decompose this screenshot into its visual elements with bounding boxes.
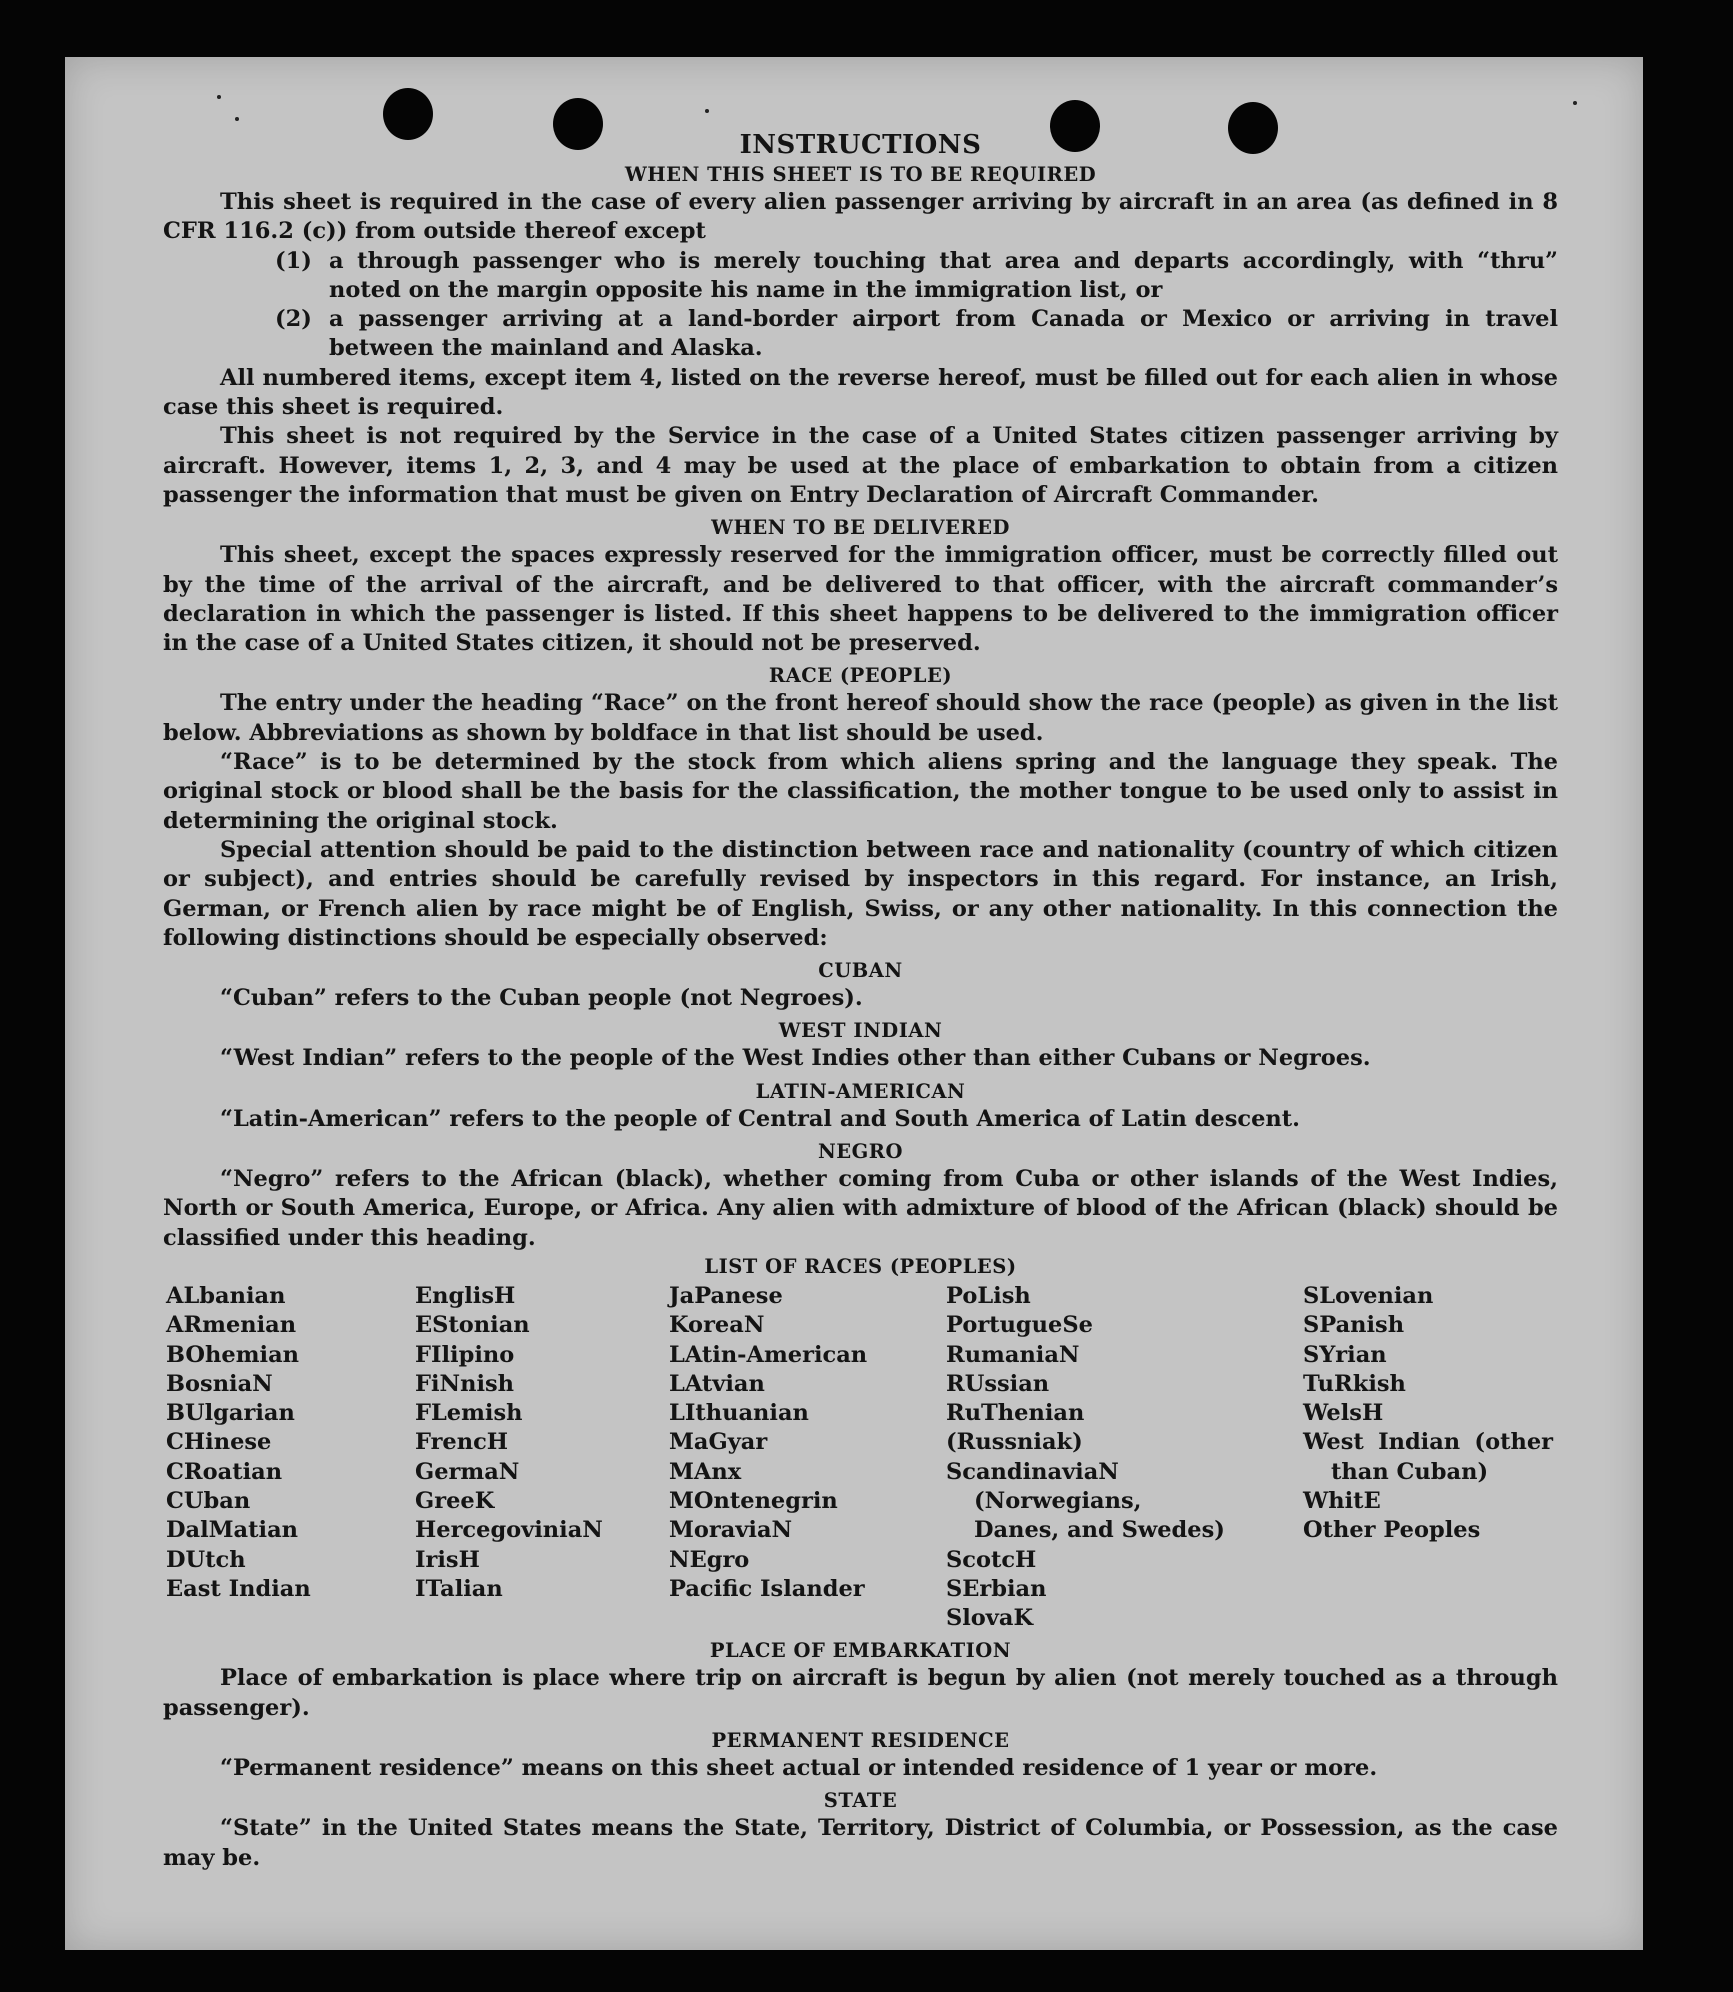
race-entry: West Indian (other than Cuban) — [1303, 1429, 1553, 1485]
race-entry: CRoatian — [166, 1458, 283, 1485]
latin-american-paragraph: “Latin-American” refers to the people of Central and South America of Latin descent. — [220, 1105, 1300, 1132]
race-entry: ALbanian — [166, 1282, 286, 1309]
race-entry: TuRkish — [1303, 1370, 1406, 1397]
required-intro: This sheet is required in the case of every alien passenger arriving by aircraft in an area (as defined in 8 CFR 116.2 (c)) from outside thereof except — [163, 189, 1558, 245]
races-column — [163, 1282, 415, 1634]
ink-speck — [217, 95, 221, 99]
race-entry: FiNnish — [415, 1370, 515, 1397]
race-entry: SLovenian — [1303, 1282, 1434, 1309]
race-entry: ScandinaviaN (Norwegians, Danes, and Swedes) — [946, 1458, 1225, 1544]
required-paragraph: This sheet is not required by the Service in the case of a United States citizen passenger arriving by aircraft. However, items 1, 2, 3, and 4 may be used at the place of embarkation to obtain from a citizen passenger the information that must be given on Entry Declaration of Aircraft Commander. — [163, 423, 1558, 508]
ink-speck — [235, 117, 239, 121]
race-entry: SPanish — [1303, 1312, 1405, 1339]
race-entry: GermaN — [415, 1458, 520, 1485]
races-column — [1303, 1282, 1553, 1634]
race-entry: LAtvian — [669, 1370, 765, 1397]
race-entry: ARmenian — [166, 1312, 297, 1339]
delivered-paragraph: This sheet, except the spaces expressly reserved for the immigration officer, must be correctly filled out by the time of the arrival of the aircraft, and be delivered to that officer, with the aircraft commander’s declaration in which the passenger is listed. If this sheet happens to be delivered to the immigration officer in the case of a United States citizen, it should not be preserved. — [163, 542, 1558, 657]
item-number: (2) — [275, 306, 312, 333]
race-entry: CHinese — [166, 1429, 272, 1456]
race-entry: RUssian — [946, 1370, 1050, 1397]
races-column — [415, 1282, 669, 1634]
cuban-paragraph: “Cuban” refers to the Cuban people (not Negroes). — [220, 985, 863, 1012]
negro-paragraph: “Negro” refers to the African (black), whether coming from Cuba or other islands of the West Indies, North or South America, Europe, or Africa. Any alien with admixture of blood of the African (black) should be classified under this heading. — [163, 1166, 1558, 1251]
race-entry: WhitE — [1303, 1487, 1381, 1514]
race-entry: HercegoviniaN — [415, 1517, 603, 1544]
race-entry: SErbian — [946, 1575, 1047, 1602]
race-entry: MaGyar — [669, 1429, 768, 1456]
heading-negro: NEGRO — [817, 1140, 904, 1164]
race-entry: ScotcH — [946, 1546, 1037, 1573]
ink-speck — [1573, 101, 1577, 105]
race-entry: EnglisH — [415, 1282, 516, 1309]
document-title: INSTRUCTIONS — [739, 130, 982, 160]
item-number: (1) — [275, 247, 312, 274]
race-entry: FIlipino — [415, 1341, 515, 1368]
race-paragraph: The entry under the heading “Race” on the front hereof should show the race (people) as given in the list below. Abbreviations as shown by boldface in that list should be used. — [163, 690, 1558, 746]
race-entry: FrencH — [415, 1429, 509, 1456]
race-entry: BUlgarian — [166, 1400, 295, 1427]
race-entry: East Indian — [166, 1575, 311, 1602]
instructions-content — [163, 129, 1558, 1873]
west-indian-paragraph: “West Indian” refers to the people of the West Indies other than either Cubans or Negroes. — [220, 1045, 1371, 1072]
race-entry: LAtin-American — [669, 1341, 868, 1368]
race-entry: RumaniaN — [946, 1341, 1080, 1368]
race-entry: MAnx — [669, 1458, 742, 1485]
race-entry: MoraviaN — [669, 1517, 793, 1544]
ink-speck — [705, 109, 709, 113]
heading-race: RACE (PEOPLE) — [768, 664, 953, 688]
heading-place-of-embarkation: PLACE OF EMBARKATION — [709, 1639, 1012, 1663]
heading-list-of-races: LIST OF RACES (PEOPLES) — [704, 1254, 1017, 1278]
race-entry: GreeK — [415, 1487, 495, 1514]
race-entry: ITalian — [415, 1575, 503, 1602]
races-column — [946, 1282, 1303, 1634]
heading-when-required: WHEN THIS SHEET IS TO BE REQUIRED — [624, 163, 1097, 186]
heading-when-delivered: WHEN TO BE DELIVERED — [711, 516, 1010, 540]
residence-paragraph: “Permanent residence” means on this sheet actual or intended residence of 1 year or more. — [220, 1755, 1378, 1782]
race-entry: WelsH — [1303, 1400, 1384, 1427]
embarkation-paragraph: Place of embarkation is place where trip on aircraft is begun by alien (not merely touched as a through passenger). — [163, 1665, 1558, 1721]
races-column — [669, 1282, 946, 1634]
race-entry: DUtch — [166, 1546, 246, 1573]
document-sheet — [65, 57, 1643, 1950]
race-entry: LIthuanian — [669, 1400, 809, 1427]
race-entry: BosniaN — [166, 1370, 273, 1397]
state-paragraph: “State” in the United States means the State, Territory, District of Columbia, or Possession, as the case may be. — [163, 1815, 1558, 1871]
race-entry: FLemish — [415, 1400, 523, 1427]
race-paragraph: “Race” is to be determined by the stock from which aliens spring and the language they speak. The original stock or blood shall be the basis for the classification, the mother tongue to be used only to assist in determining the original stock. — [163, 749, 1558, 834]
required-paragraph: All numbered items, except item 4, listed on the reverse hereof, must be filled out for each alien in whose case this sheet is required. — [163, 364, 1558, 421]
race-entry: MOntenegrin — [669, 1487, 838, 1514]
race-entry: IrisH — [415, 1546, 480, 1573]
race-entry: PoLish — [946, 1282, 1031, 1309]
race-entry: KoreaN — [669, 1312, 765, 1339]
heading-cuban: CUBAN — [818, 959, 903, 983]
heading-west-indian: WEST INDIAN — [778, 1019, 943, 1043]
race-entry: DalMatian — [166, 1517, 299, 1544]
heading-permanent-residence: PERMANENT RESIDENCE — [711, 1729, 1010, 1753]
race-entry: SlovaK — [946, 1605, 1034, 1632]
item-text: a through passenger who is merely touching that area and departs accordingly, with “thru” noted on the margin opposite his name in the immigration list, or — [329, 247, 1558, 303]
races-table — [163, 1282, 1558, 1634]
item-text: a passenger arriving at a land-border airport from Canada or Mexico or arriving in travel between the mainland and Alaska. — [329, 306, 1558, 362]
race-entry: BOhemian — [166, 1341, 300, 1368]
race-entry: JaPanese — [669, 1282, 783, 1309]
exception-item — [275, 247, 1558, 306]
race-paragraph: Special attention should be paid to the distinction between race and nationality (country of which citizen or subject), and entries should be carefully revised by inspectors in this regard. For instance, an Irish, German, or French alien by race might be of English, Swiss, or any other nationality. In this connection the following distinctions should be especially observed: — [163, 836, 1558, 951]
race-entry: SYrian — [1303, 1341, 1387, 1368]
exception-item — [275, 305, 1558, 364]
race-entry: PortugueSe — [946, 1312, 1093, 1339]
race-entry: Pacific Islander — [669, 1575, 865, 1602]
heading-latin-american: LATIN-AMERICAN — [755, 1079, 966, 1103]
race-entry: Other Peoples — [1303, 1517, 1481, 1544]
race-entry: EStonian — [415, 1312, 530, 1339]
race-entry: NEgro — [669, 1546, 750, 1573]
race-entry: RuThenian (Russniak) — [946, 1400, 1085, 1456]
heading-state: STATE — [823, 1789, 898, 1813]
race-entry: CUban — [166, 1487, 251, 1514]
